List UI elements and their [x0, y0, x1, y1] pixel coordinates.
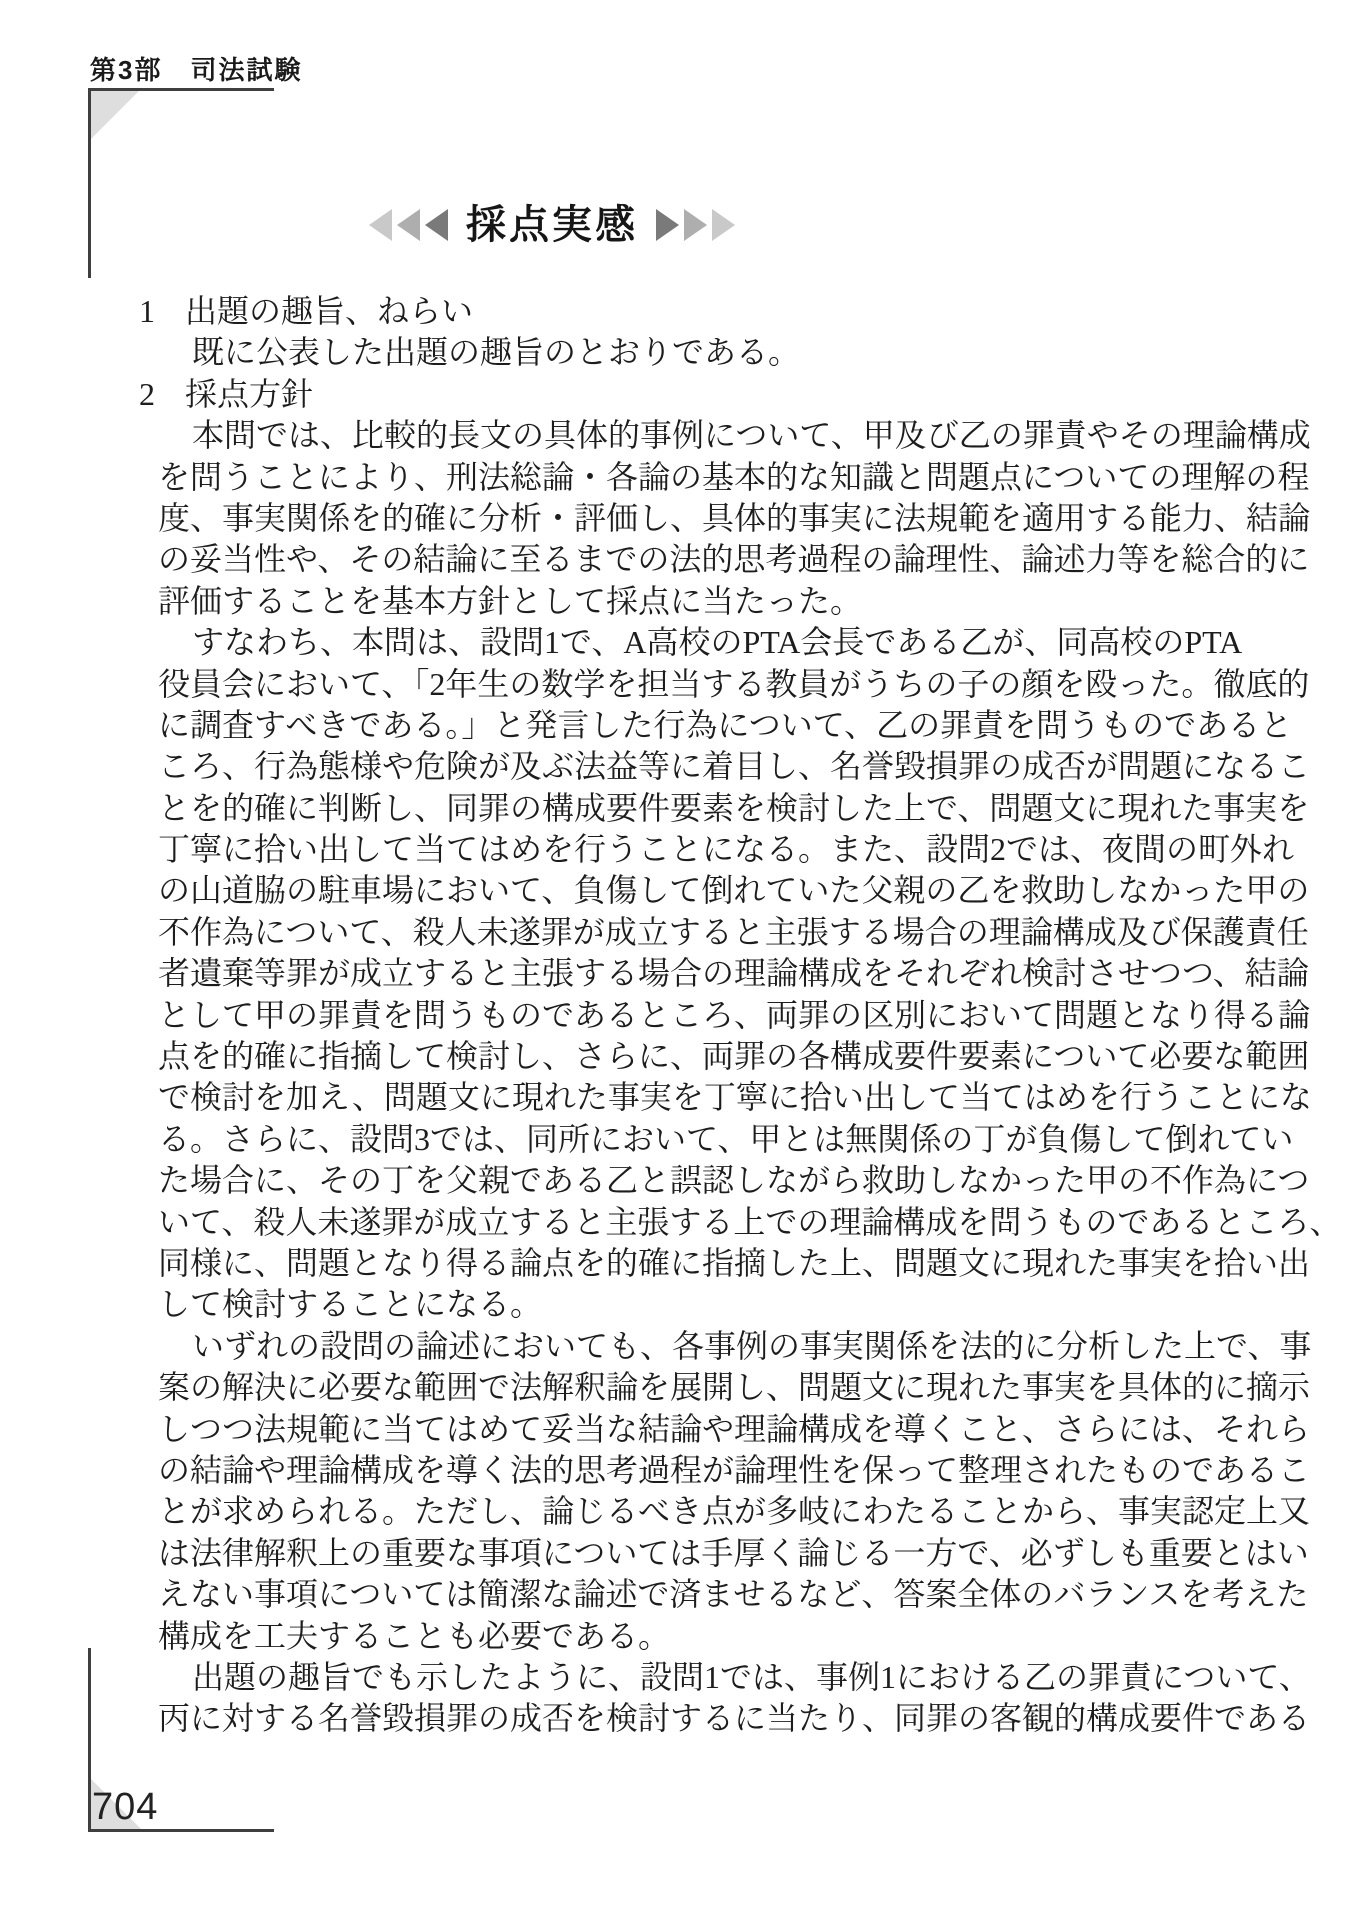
- text-line: 既に公表した出題の趣旨のとおりである。: [192, 334, 801, 371]
- running-header: 第3部 司法試験: [90, 55, 303, 85]
- text-line: で検討を加え、問題文に現れた事実を丁寧に拾い出して当てはめを行うことにな: [158, 1079, 1312, 1116]
- text-line: 者遺棄等罪が成立すると主張する場合の理論構成をそれぞれ検討させつつ、結論: [158, 955, 1309, 992]
- left-arrows-icon: [369, 209, 448, 241]
- text-line: 丙に対する名誉毀損罪の成否を検討するに当たり、同罪の客観的構成要件である: [158, 1700, 1311, 1737]
- text-line: して検討することになる。: [158, 1286, 543, 1323]
- top-corner-triangle: [91, 91, 139, 139]
- item-number: 1: [139, 293, 155, 329]
- text-line: 点を的確に指摘して検討し、さらに、両罪の各構成要件要素について必要な範囲: [158, 1038, 1310, 1075]
- bottom-rule-line: [88, 1829, 274, 1832]
- text-line: いずれの設問の論述においても、各事例の事実関係を法的に分析した上で、事: [192, 1327, 1312, 1364]
- item-title: 出題の趣旨、ねらい: [185, 293, 474, 329]
- left-arrow-icon: [425, 209, 448, 241]
- text-line: を問うことにより、刑法総論・各論の基本的な知識と問題点についての理解の程: [158, 458, 1310, 495]
- text-line: 構成を工夫することも必要である。: [158, 1617, 671, 1654]
- text-line: の山道脇の駐車場において、負傷して倒れていた父親の乙を救助しなかった甲の: [158, 872, 1310, 909]
- text-line: 本問では、比較的長文の具体的事例について、甲及び乙の罪責やその理論構成: [192, 417, 1311, 454]
- text-line: 同様に、問題となり得る論点を的確に指摘した上、問題文に現れた事実を拾い出: [158, 1244, 1311, 1281]
- text-line: 案の解決に必要な範囲で法解釈論を展開し、問題文に現れた事実を具体的に摘示: [158, 1369, 1311, 1406]
- right-arrow-icon: [656, 209, 679, 241]
- body-text: [139, 291, 1342, 1740]
- item-number: 2: [139, 375, 155, 412]
- text-line: た場合に、その丁を父親である乙と誤認しながら救助しなかった甲の不作為につ: [158, 1162, 1310, 1199]
- text-line: の妥当性や、その結論に至るまでの法的思考過程の論理性、論述力等を総合的に: [158, 541, 1310, 578]
- text-line: として甲の罪責を問うものであるところ、両罪の区別において問題となり得る論: [158, 996, 1311, 1033]
- text-line: は法律解釈上の重要な事項については手厚く論じる一方で、必ずしも重要とはい: [158, 1534, 1309, 1571]
- right-arrow-icon: [684, 209, 707, 241]
- text-line: 度、事実関係を的確に分析・評価し、具体的事実に法規範を適用する能力、結論: [158, 499, 1311, 536]
- right-arrows-icon: [656, 209, 735, 241]
- text-line: の結論や理論構成を導く法的思考過程が論理性を保って整理されたものであるこ: [158, 1451, 1311, 1488]
- text-line: とを的確に判断し、同罪の構成要件要素を検討した上で、問題文に現れた事実を: [158, 789, 1310, 826]
- text-line: とが求められる。ただし、論じるべき点が多岐にわたることから、事実認定上又: [158, 1493, 1311, 1530]
- item-title: 採点方針: [185, 375, 314, 412]
- text-line: えない事項については簡潔な論述で済ませるなど、答案全体のバランスを考えた: [158, 1576, 1309, 1613]
- text-line: 不作為について、殺人未遂罪が成立すると主張する場合の理論構成及び保護責任: [158, 913, 1309, 950]
- text-line: [139, 374, 1268, 415]
- text-line: いて、殺人未遂罪が成立すると主張する上での理論構成を問うものであるところ、: [158, 1203, 1342, 1240]
- text-line: 評価することを基本方針として採点に当たった。: [158, 582, 863, 619]
- section-title-row: [0, 200, 1104, 250]
- text-line: ころ、行為態様や危険が及ぶ法益等に着目し、名誉毀損罪の成否が問題になるこ: [158, 748, 1311, 785]
- text-line: 出題の趣旨でも示したように、設問1では、事例1における乙の罪責について、: [192, 1658, 1311, 1695]
- text-line: る。さらに、設問3では、同所において、甲とは無関係の丁が負傷して倒れてい: [158, 1120, 1294, 1157]
- left-arrow-icon: [369, 209, 392, 241]
- text-line: しつつ法規範に当てはめて妥当な結論や理論構成を導くこと、さらには、それら: [158, 1410, 1311, 1447]
- text-line: すなわち、本問は、設問1で、A高校のPTA会長である乙が、同高校のPTA: [192, 624, 1243, 661]
- right-arrow-icon: [712, 209, 735, 241]
- text-line: に調査すべきである。」と発言した行為について、乙の罪責を問うものであると: [158, 706, 1293, 743]
- page-number: 704: [92, 1786, 159, 1828]
- text-line: 丁寧に拾い出して当てはめを行うことになる。また、設問2では、夜間の町外れ: [158, 831, 1295, 868]
- text-line: [139, 291, 1268, 332]
- page-title: 採点実感: [466, 203, 638, 247]
- text-line: 役員会において、「2年生の数学を担当する教員がうちの子の顔を殴った。徹底的: [158, 665, 1310, 702]
- left-arrow-icon: [397, 209, 420, 241]
